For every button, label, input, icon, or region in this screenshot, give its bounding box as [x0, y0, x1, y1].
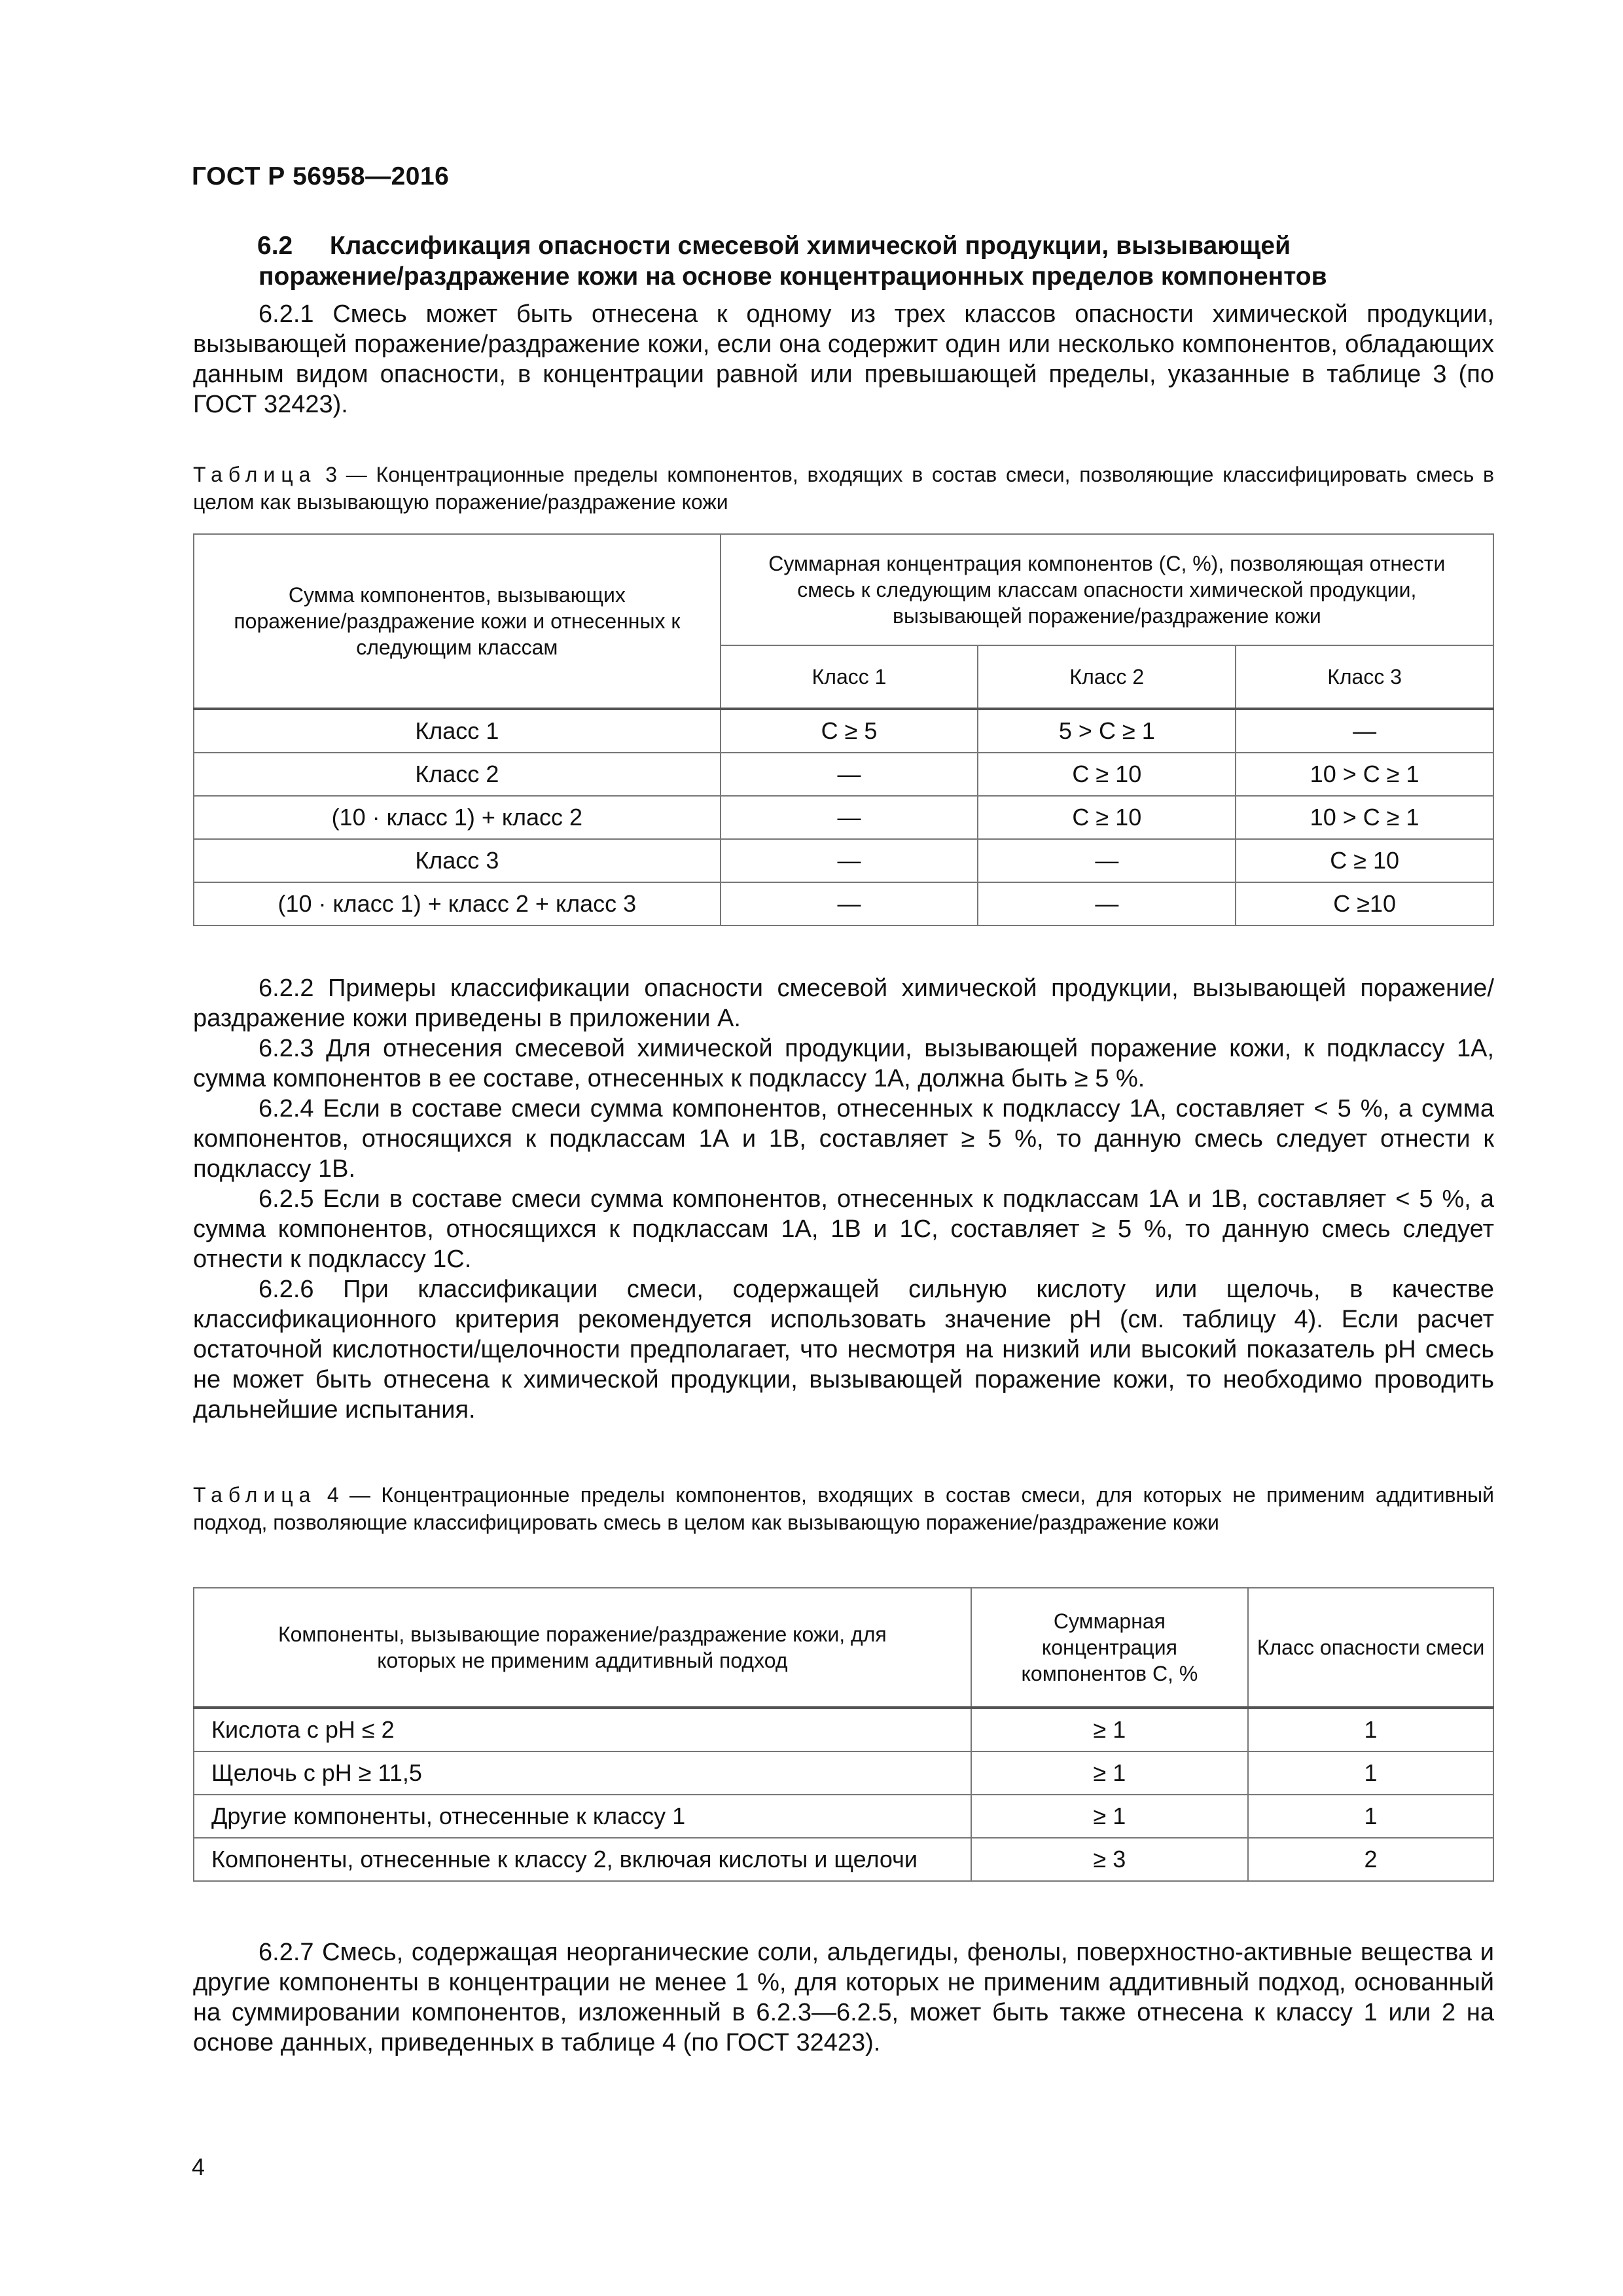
table3-col1-header: Сумма компонентов, вызывающих поражение/раздражение кожи и отнесенных к следующим классам — [194, 534, 721, 709]
table3-caption-prefix: Таблица — [193, 463, 317, 486]
table-row — [194, 1751, 1493, 1795]
table-cell: — — [721, 796, 978, 839]
table-cell: — — [978, 882, 1236, 925]
table-3 — [193, 533, 1494, 926]
table4-col1-header: Компоненты, вызывающие поражение/раздражение кожи, для которых не применим аддитивный подход — [194, 1588, 971, 1708]
table-cell-label: Щелочь с рН ≥ 11,5 — [194, 1751, 971, 1795]
paragraph-6-2-2: 6.2.2 Примеры классификации опасности смесевой химической продукции, вызывающей поражение/раздражение кожи приведены в приложении А. — [193, 975, 1494, 1032]
table4-col2-header: Суммарная концентрация компонентов C, % — [971, 1588, 1248, 1708]
paragraph-6-2-7 — [193, 1937, 1494, 2058]
table-cell-label: Класс 1 — [194, 709, 721, 753]
paragraphs-6-2-2-to-6-2-6 — [193, 973, 1494, 1425]
table-row — [194, 1708, 1493, 1751]
table-cell: C ≥ 10 — [1236, 839, 1493, 882]
table-header-row — [194, 534, 1493, 645]
table3-class2-header: Класс 2 — [978, 645, 1236, 709]
table3-class3-header: Класс 3 — [1236, 645, 1493, 709]
table-cell-label: (10 · класс 1) + класс 2 — [194, 796, 721, 839]
document-header: ГОСТ Р 56958—2016 — [192, 162, 450, 190]
section-title-line2: поражение/раздражение кожи на основе концентрационных пределов компонентов — [259, 262, 1327, 291]
table-cell-label: Класс 2 — [194, 753, 721, 796]
table-cell: — — [721, 839, 978, 882]
paragraph-text: 6.2.7 Смесь, содержащая неорганические соли, альдегиды, фенолы, поверхностно-активные вещества и другие компоненты в концентрации не менее 1 %, для которых не применим аддитивный подход, основанный на суммировании компонентов, изложенный в 6.2.3—6.2.5, может быть также отнесена к классу 1 или 2 на основе данных, приведенных в таблице 4 (по ГОСТ 32423). — [193, 1939, 1494, 2056]
table-cell: — — [721, 753, 978, 796]
table-row — [194, 1795, 1493, 1838]
table-cell: 10 > C ≥ 1 — [1236, 753, 1493, 796]
paragraph-text: 6.2.1 Смесь может быть отнесена к одному из трех классов опасности химической продукции, вызывающей поражение/раздражение кожи, если она содержит один или несколько компонентов, обладающих данным видом опасности, в концентрации равной или превышающей пределы, указанные в таблице 3 (по ГОСТ 32423). — [193, 300, 1494, 418]
table-row — [194, 709, 1493, 753]
table4-col3-header: Класс опасности смеси — [1248, 1588, 1493, 1708]
table3-class1-header: Класс 1 — [721, 645, 978, 709]
table-cell: 10 > C ≥ 1 — [1236, 796, 1493, 839]
section-heading-line1 — [193, 230, 1495, 261]
table-cell-label: Другие компоненты, отнесенные к классу 1 — [194, 1795, 971, 1838]
table4-caption-text: 4 — Концентрационные пределы компонентов, входящих в состав смеси, для которых не применим аддитивный подход, позволяющие классифицировать смесь в целом как вызывающую поражение/раздражение кожи — [193, 1483, 1494, 1534]
table-cell: — — [1236, 709, 1493, 753]
table-cell: ≥ 3 — [971, 1838, 1248, 1881]
table-row — [194, 1838, 1493, 1881]
page-number: 4 — [192, 2153, 205, 2180]
table-cell-label: Класс 3 — [194, 839, 721, 882]
paragraph-6-2-6: 6.2.6 При классификации смеси, содержащей сильную кислоту или щелочь, в качестве классификационного критерия рекомендуется использовать значение рН (см. таблицу 4). Если расчет остаточной кислотности/щелочности предполагает, что несмотря на низкий или высокий показатель рН смесь не может быть отнесена к химической продукции, вызывающей поражение кожи, то необходимо проводить дальнейшие испытания. — [193, 1276, 1494, 1424]
paragraph-6-2-5: 6.2.5 Если в составе смеси сумма компонентов, отнесенных к подклассам 1А и 1В, составляет < 5 %, а сумма компонентов, относящихся к подклассам 1А, 1В и 1С, составляет ≥ 5 %, то данную смесь следует отнести к подклассу 1С. — [193, 1185, 1494, 1273]
table-4 — [193, 1587, 1494, 1882]
table-cell: ≥ 1 — [971, 1795, 1248, 1838]
paragraph-6-2-4: 6.2.4 Если в составе смеси сумма компонентов, отнесенных к подклассу 1А, составляет < 5 %, а сумма компонентов, относящихся к подклассам 1А и 1В, составляет ≥ 5 %, то данную смесь следует отнести к подклассу 1В. — [193, 1095, 1494, 1183]
table4-caption — [193, 1481, 1494, 1536]
table-row — [194, 839, 1493, 882]
table-row — [194, 796, 1493, 839]
section-number: 6.2 — [257, 232, 293, 260]
table-cell: ≥ 1 — [971, 1751, 1248, 1795]
paragraph-6-2-3: 6.2.3 Для отнесения смесевой химической продукции, вызывающей поражение кожи, к подклассу 1А, сумма компонентов в ее составе, отнесенных к подклассу 1А, должна быть ≥ 5 %. — [193, 1035, 1494, 1092]
table-cell: — — [978, 839, 1236, 882]
table-cell: ≥ 1 — [971, 1708, 1248, 1751]
table3-caption-text: 3 — Концентрационные пределы компонентов, входящих в состав смеси, позволяющие классифицировать смесь в целом как вызывающую поражение/раздражение кожи — [193, 463, 1494, 514]
table3-group-header: Суммарная концентрация компонентов (С, %), позволяющая отнести смесь к следующим классам опасности химической продукции, вызывающей поражение/раздражение кожи — [721, 534, 1493, 645]
table-cell: 2 — [1248, 1838, 1493, 1881]
table-row — [194, 882, 1493, 925]
table3-caption — [193, 461, 1494, 516]
table-cell-label: (10 · класс 1) + класс 2 + класс 3 — [194, 882, 721, 925]
table4-caption-prefix: Таблица — [193, 1483, 317, 1507]
table-row — [194, 753, 1493, 796]
section-heading — [193, 230, 1495, 292]
table-cell: C ≥ 10 — [978, 753, 1236, 796]
table-cell: C ≥ 10 — [978, 796, 1236, 839]
table-cell: C ≥10 — [1236, 882, 1493, 925]
table-cell: 5 > C ≥ 1 — [978, 709, 1236, 753]
table-cell: C ≥ 5 — [721, 709, 978, 753]
paragraph-6-2-1 — [193, 299, 1494, 420]
table-cell-label: Кислота с рН ≤ 2 — [194, 1708, 971, 1751]
table-cell: 1 — [1248, 1795, 1493, 1838]
table-cell: 1 — [1248, 1708, 1493, 1751]
section-title-line1: Классификация опасности смесевой химической продукции, вызывающей — [329, 232, 1291, 260]
table-cell-label: Компоненты, отнесенные к классу 2, включая кислоты и щелочи — [194, 1838, 971, 1881]
table-cell: 1 — [1248, 1751, 1493, 1795]
table-header-row — [194, 1588, 1493, 1708]
table-cell: — — [721, 882, 978, 925]
